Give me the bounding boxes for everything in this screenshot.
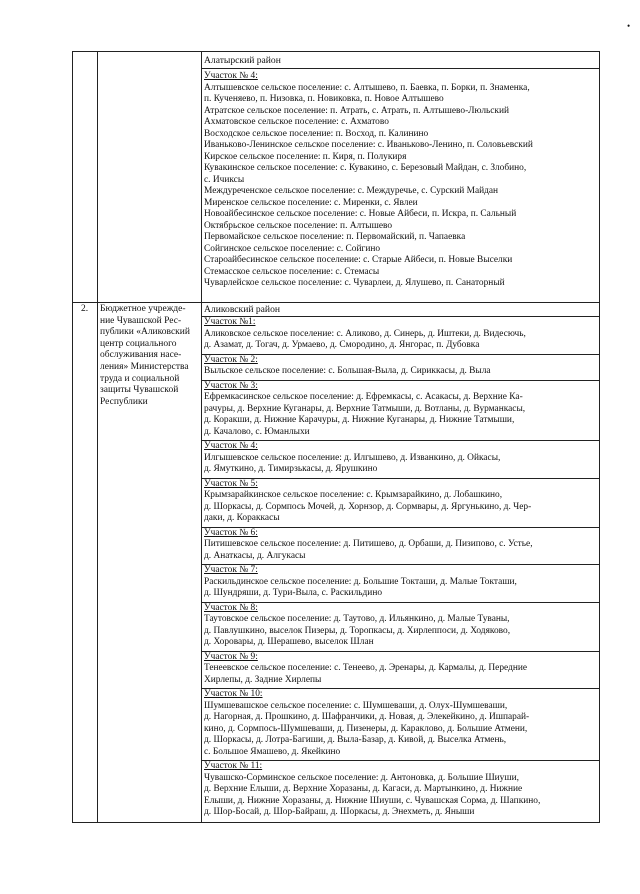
plot-block bbox=[204, 441, 596, 476]
block-title: Участок № 10: bbox=[204, 689, 263, 699]
block-line: д. Ямуткино, д. Тимирзькасы, д. Ярушкино bbox=[204, 464, 378, 474]
block-line: д. Шоркасы, д. Сормпось Мочей, д. Хорнзор, д. Сормвары, д. Яргунькино, д. Чер- bbox=[204, 501, 532, 512]
block-line: Крымзарайкинское сельское поселение: с. Крымзарайкино, д. Лобашкино, bbox=[204, 490, 503, 500]
block-title: Участок № 7: bbox=[204, 565, 258, 575]
block-line: с. Большое Ямашево, д. Якейкино bbox=[204, 746, 341, 757]
document-table bbox=[72, 51, 600, 823]
plot-block bbox=[204, 689, 596, 758]
block-title: Участок № 8: bbox=[204, 602, 258, 613]
plot-block bbox=[204, 479, 596, 525]
plot-block bbox=[204, 761, 596, 819]
block-line: д. Павлушкино, выселок Пизеры, д. Торопкасы, д. Хирлеппоси, д. Ходяково, bbox=[204, 625, 511, 636]
block-title: Участок № 2: bbox=[204, 354, 258, 365]
block-line: Тенеевское сельское поселение: с. Тенеево, д. Эренары, д. Кармалы, д. Передние bbox=[204, 663, 528, 673]
block-line: д. Хоровары, д. Шерашево, выселок Шлан bbox=[204, 637, 374, 647]
block-line: Ахматовское сельское поселение: с. Ахматово bbox=[204, 117, 389, 127]
corner-mark: • bbox=[627, 21, 631, 31]
block-line: п. Кученяево, п. Низовка, п. Новиковка, п. Новое Алтышево bbox=[204, 94, 444, 104]
block-line: д. Шоркасы, д. Лотра-Багиши, д. Выла-Базар, д. Кивой, д. Выселка Атмень, bbox=[204, 735, 507, 745]
block-line: Иваньково-Ленинское сельское поселение: с. Иваньково-Ленино, п. Соловьевский bbox=[204, 140, 533, 150]
block-line: д. Коракши, д. Нижние Карачуры, д. Нижние Куганары, д. Нижние Татмыши, bbox=[204, 415, 515, 425]
plot-block bbox=[204, 355, 596, 378]
block-line: Питишевское сельское поселение: д. Питишево, д. Орбаши, д. Пизипово, с. Устье, bbox=[204, 539, 533, 549]
block-title: Участок № 6: bbox=[204, 527, 258, 538]
region-alatyr: Алатырский район bbox=[204, 55, 281, 66]
plot-block bbox=[204, 565, 596, 600]
block-title: Участок № 4: bbox=[204, 441, 258, 451]
block-line: Новоайбесинское сельское поселение: с. Новые Айбеси, п. Искра, п. Сальный bbox=[204, 209, 517, 219]
block-line: Староайбесинское сельское поселение: с. Старые Айбеси, п. Новые Выселки bbox=[204, 255, 513, 265]
block-line: Елыши, д. Нижние Хоразаны, д. Нижние Шиуши, с. Чувашская Сорма, д. Шапкино, bbox=[204, 795, 541, 806]
institution-line: труда и социальной bbox=[100, 373, 180, 384]
block-line: д. Нагорная, д. Прошкино, д. Шафранчики, д. Новая, д. Элекейкино, д. Ишпарай- bbox=[204, 712, 530, 722]
row-divider bbox=[201, 68, 599, 69]
block-line: Аликовское сельское поселение: с. Аликово, д. Синерь, д. Иштеки, д. Видесючь, bbox=[204, 328, 526, 339]
institution-line: Республики bbox=[100, 396, 148, 407]
plot-block bbox=[204, 528, 596, 563]
block-title: Участок №1: bbox=[204, 317, 256, 327]
institution-line: центр социального bbox=[100, 338, 177, 349]
block-line: Алтышевское сельское поселение: с. Алтышево, п. Баевка, п. Борки, п. Знаменка, bbox=[204, 82, 530, 93]
block-line: д. Анаткасы, д. Алгукасы bbox=[204, 550, 306, 561]
plot-block bbox=[204, 603, 596, 649]
institution-line: публики «Аликовский bbox=[100, 327, 190, 338]
block-title: Участок № 5: bbox=[204, 478, 258, 489]
block-line: Раскильдинское сельское поселение: д. Большие Токташи, д. Малые Токташи, bbox=[204, 576, 517, 587]
block-line: Сойгинское сельское поселение: с. Сойгино bbox=[204, 243, 381, 254]
plot-block bbox=[204, 381, 596, 439]
column-divider-1 bbox=[97, 52, 98, 822]
block-line: д. Шундряши, д. Тури-Выла, с. Раскильдино bbox=[204, 588, 383, 598]
plot-block bbox=[204, 317, 596, 352]
block-line: Кувакинское сельское поселение: с. Кувакино, с. Березовый Майдан, с. Злобино, bbox=[204, 163, 527, 173]
block-line: Октябрьское сельское поселение: п. Алтышево bbox=[204, 220, 393, 231]
block-line: д. Качалово, с. Юманлыхи bbox=[204, 426, 310, 437]
block-line: Атратское сельское поселение: п. Атрать, с. Атрать, п. Алтышево-Люльский bbox=[204, 105, 510, 116]
institution-line: защиты Чувашской bbox=[100, 385, 179, 396]
block-line: Кирское сельское поселение: п. Киря, п. Полукиря bbox=[204, 151, 407, 162]
institution-line: ления» Министерства bbox=[100, 361, 189, 372]
block-line: Шумшевашское сельское поселение: с. Шумшеваши, д. Олух-Шумшеваши, bbox=[204, 700, 508, 711]
region-alikovo: Аликовский район bbox=[204, 304, 281, 315]
block-line: Восходское сельское поселение: п. Восход, п. Калинино bbox=[204, 128, 429, 139]
section-divider bbox=[73, 302, 599, 303]
plot-block bbox=[204, 652, 596, 687]
institution-line: ние Чувашской Рес- bbox=[100, 315, 182, 326]
block-title: Участок № 3: bbox=[204, 380, 258, 391]
block-line: даки, д. Кораккасы bbox=[204, 513, 280, 523]
block-line: Хирлепы, д. Задние Хирлепы bbox=[204, 674, 322, 685]
block-line: рачуры, д. Верхние Куганары, д. Верхние Татмыши, д. Вотланы, д. Вурманкасы, bbox=[204, 403, 526, 414]
column-divider-2 bbox=[201, 52, 202, 822]
block-title: Участок № 11: bbox=[204, 761, 263, 771]
row-number: 2. bbox=[80, 304, 89, 314]
block-line: Миренское сельское поселение: с. Миренки, с. Явлеи bbox=[204, 197, 418, 208]
block-line: Междуреченское сельское поселение: с. Междуречье, с. Сурский Майдан bbox=[204, 186, 499, 196]
block-line: Ефремкасинское сельское поселение: д. Ефремкасы, с. Асакасы, д. Верхние Ка- bbox=[204, 392, 523, 402]
block-line: Чуварлейское сельское поселение: с. Чуварлеи, д. Ялушево, п. Санаторный bbox=[204, 278, 505, 288]
block-line: с. Ичиксы bbox=[204, 174, 245, 185]
block-line: Стемасское сельское поселение: с. Стемасы bbox=[204, 266, 380, 277]
block-line: Илгышевское сельское поселение: д. Илгышево, д. Изванкино, д. Ойкасы, bbox=[204, 452, 501, 463]
block-line: кино, д. Сормпось-Шумшеваши, д. Пизенеры, д. Караклово, д. Большие Атмени, bbox=[204, 723, 528, 734]
block-line: Чувашско-Сорминское сельское поселение: д. Антоновка, д. Большие Шиуши, bbox=[204, 772, 519, 783]
block-line: д. Азамат, д. Тогач, д. Урмаево, д. Смородино, д. Янгорас, п. Дубовка bbox=[204, 340, 480, 350]
block-title: Участок № 9: bbox=[204, 651, 258, 662]
institution-line: обслуживания насе- bbox=[100, 350, 182, 361]
block-title: Участок № 4: bbox=[204, 71, 258, 81]
block-line: Таутовское сельское поселение: д. Таутово, д. Ильянкино, д. Малые Туваны, bbox=[204, 614, 510, 624]
block-line: Выльское сельское поселение: с. Большая-Выла, д. Сириккасы, д. Выла bbox=[204, 366, 491, 376]
block-line: д. Шор-Босай, д. Шор-Байраш, д. Шоркасы, д. Энехметь, д. Яныши bbox=[204, 807, 475, 817]
institution-line: Бюджетное учрежде- bbox=[100, 304, 186, 314]
institution-name bbox=[100, 304, 197, 408]
section1-content bbox=[204, 71, 596, 290]
block-line: д. Верхние Елыши, д. Верхние Хоразаны, д. Кагаси, д. Мартынкино, д. Нижние bbox=[204, 784, 523, 794]
block-line: Первомайское сельское поселение: п. Первомайский, п. Чапаевка bbox=[204, 232, 466, 242]
